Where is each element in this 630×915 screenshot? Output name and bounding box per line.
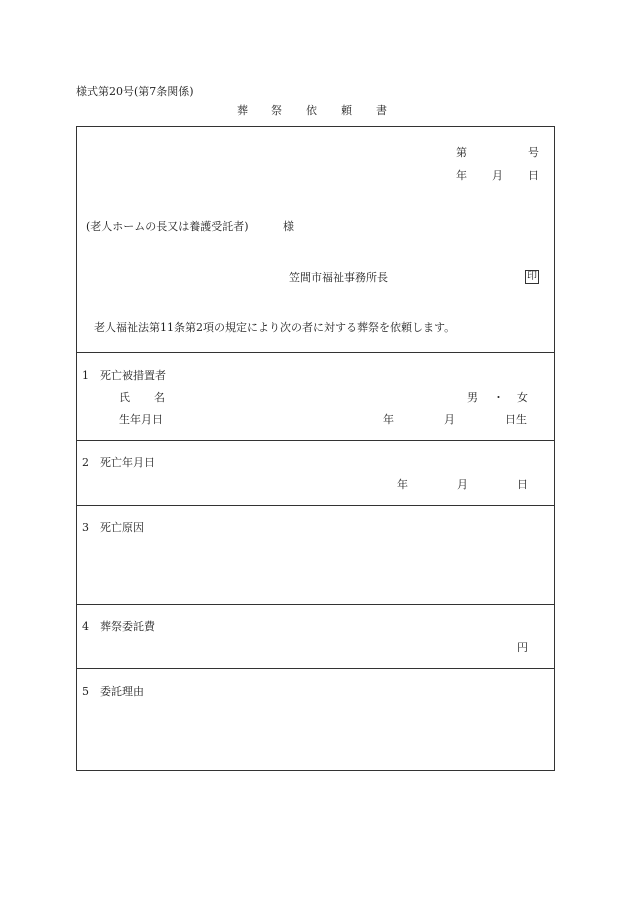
birthdate-label: 生年月日 xyxy=(119,413,163,426)
birth-day-label: 日生 xyxy=(505,413,527,426)
section-number: 3 xyxy=(82,521,89,534)
title-char: 祭 xyxy=(271,104,282,117)
date-year-label: 年 xyxy=(456,169,467,182)
document-no-prefix: 第 xyxy=(456,146,467,159)
section-label: 死亡原因 xyxy=(100,521,144,534)
section-number: 4 xyxy=(82,620,89,633)
title-char: 書 xyxy=(376,104,387,117)
death-year-label: 年 xyxy=(397,478,408,491)
death-day-label: 日 xyxy=(517,478,528,491)
sex-separator: ・ xyxy=(493,391,504,404)
issuer-name: 笠間市福祉事務所長 xyxy=(289,271,388,284)
section-divider xyxy=(77,440,554,441)
section-number: 1 xyxy=(82,369,89,382)
birth-month-label: 月 xyxy=(444,413,455,426)
currency-unit: 円 xyxy=(517,641,528,654)
section-divider xyxy=(77,505,554,506)
request-statement: 老人福祉法第11条第2項の規定により次の者に対する葬祭を依頼します。 xyxy=(94,321,456,334)
title-char: 葬 xyxy=(237,104,248,117)
birth-year-label: 年 xyxy=(383,413,394,426)
death-month-label: 月 xyxy=(457,478,468,491)
section-label: 死亡年月日 xyxy=(100,456,155,469)
addressee-honorific: 様 xyxy=(283,220,294,233)
seal-mark: 印 xyxy=(527,271,537,282)
form-frame xyxy=(76,126,555,771)
section-divider xyxy=(77,668,554,669)
sex-male-option: 男 xyxy=(467,391,478,404)
section-divider xyxy=(77,352,554,353)
date-month-label: 月 xyxy=(492,169,503,182)
name-label-char: 名 xyxy=(154,391,165,404)
section-label: 葬祭委託費 xyxy=(100,620,155,633)
section-label: 委託理由 xyxy=(100,685,144,698)
addressee-label: (老人ホームの長又は養護受託者) xyxy=(86,220,249,233)
form-number: 様式第20号(第7条関係) xyxy=(76,85,194,98)
title-char: 依 xyxy=(306,104,317,117)
title-char: 頼 xyxy=(341,104,352,117)
document-no-suffix: 号 xyxy=(528,146,539,159)
section-label: 死亡被措置者 xyxy=(100,369,166,382)
section-divider xyxy=(77,604,554,605)
section-number: 2 xyxy=(82,456,89,469)
date-day-label: 日 xyxy=(528,169,539,182)
sex-female-option: 女 xyxy=(517,391,528,404)
section-number: 5 xyxy=(82,685,89,698)
name-label-char: 氏 xyxy=(119,391,130,404)
